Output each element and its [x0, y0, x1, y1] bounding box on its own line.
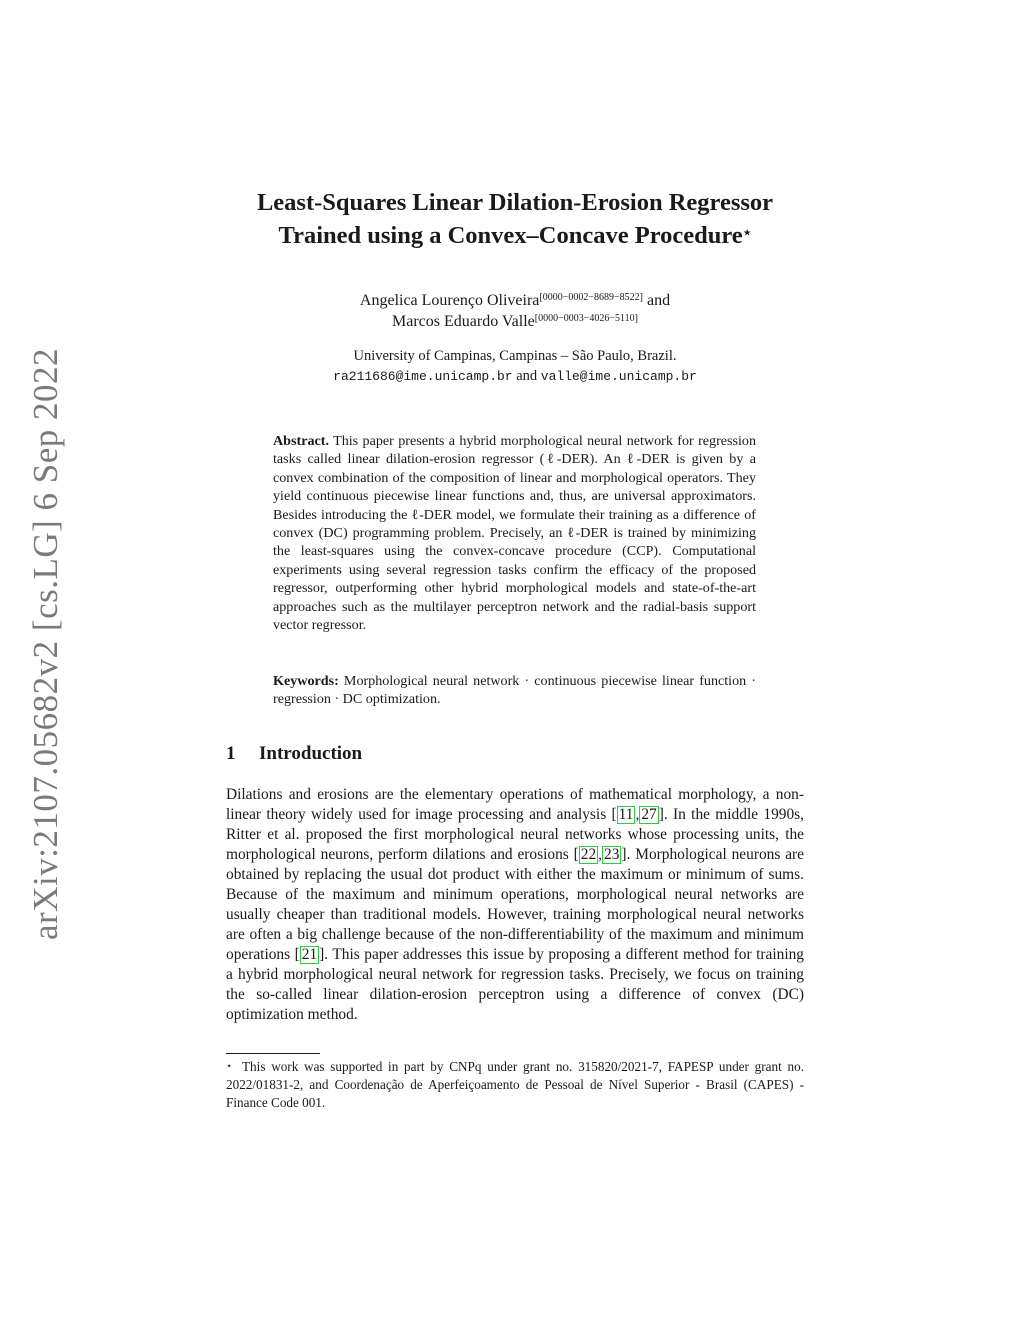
section-heading-introduction — [226, 742, 362, 766]
abstract-block — [273, 432, 756, 634]
author-orcid[interactable]: [0000−0002−8689−8522] — [539, 292, 643, 303]
citation-separator: , — [598, 846, 603, 863]
paper-title — [200, 186, 830, 252]
keywords-text: Morphological neural network · continuous piecewise linear function · regression · DC optimization. — [273, 673, 756, 708]
citation-link[interactable]: 11 — [618, 806, 634, 823]
title-footnote-marker[interactable]: ⋆ — [742, 226, 752, 241]
author-email[interactable]: ra211686@ime.unicamp.br — [333, 369, 513, 384]
keywords-block — [273, 672, 756, 709]
citation-link[interactable]: 21 — [301, 946, 318, 963]
footnote-rule — [226, 1053, 320, 1054]
author-orcid[interactable]: [0000−0003−4026−5110] — [534, 313, 638, 324]
citation-link[interactable]: 22 — [580, 846, 597, 863]
author-list — [215, 290, 815, 332]
author-name: Marcos Eduardo Valle — [392, 313, 535, 330]
affiliation-text: University of Campinas, Campinas – São Paulo, Brazil. — [353, 348, 677, 364]
intro-text: Dilations and erosions are the elementary operations of mathematical morphology, a non-linear theory widely used for image processing and analysis — [226, 786, 804, 823]
footnote-marker: ⋆ — [226, 1061, 233, 1072]
citation-separator: , — [635, 806, 640, 823]
keywords-label: Keywords: — [273, 673, 339, 689]
footnote-text: This work was supported in part by CNPq under grant no. 315820/2021-7, FAPESP under grant no. 2022/01831-2, and Coordenação de Aperfeiçoamento de Pessoal de Nível Superior - Brasil (CAPES) - Finance Code 001. — [226, 1059, 804, 1110]
introduction-paragraph: Dilations and erosions are the elementary operations of mathematical morphology, a non-linear theory widely used for image processing and analysis [ 11 , 27 ]. In the middle 1990s, Ritter et al. proposed the first morphological neural networks whose processing units, the morphological neurons, perform dilations and erosions [ 22 , 23 ]. Morphological neurons are obtained by replacing the usual dot product with either the maximum or minimum of sums. Because of the maximum and minimum operations, morphological neural networks are usually cheaper than traditional models. However, training morphological neural networks are often a big challenge because of the non-differentiability of the maximum and minimum operations [ 21 ]. This paper addresses this issue by proposing a different method for training a hybrid morphological neural network for regression tasks. Precisely, we focus on training the so-called linear dilation-erosion perceptron using a difference of convex (DC) optimization method. — [226, 786, 804, 1023]
intro-text: . Morphological neurons are obtained by replacing the usual dot product with either the maximum or minimum of sums. Because of the maximum and minimum operations, morphological neural networks are usually cheaper than traditional models. However, training morphological neural networks are often a big challenge because of the non-differentiability of the maximum and minimum operations — [226, 846, 804, 963]
title-line-1: Least-Squares Linear Dilation-Erosion Regressor — [256, 189, 774, 216]
section-title: Introduction — [259, 743, 363, 764]
intro-text: . This paper addresses this issue by proposing a different method for training a hybrid morphological neural network for regression tasks. Precisely, we focus on training the so-called linear dilation-erosion perceptron using a difference of convex (DC) optimization method. — [226, 946, 804, 1023]
citation-link[interactable]: 27 — [641, 806, 657, 823]
author-email[interactable]: valle@ime.unicamp.br — [540, 369, 697, 384]
section-number: 1 — [226, 743, 236, 764]
arxiv-identifier-stamp: arXiv:2107.05682v2 [cs.LG] 6 Sep 2022 — [26, 347, 65, 940]
citation-link[interactable]: 23 — [604, 846, 620, 863]
author-name: Angelica Lourenço Oliveira — [359, 292, 540, 309]
abstract-label: Abstract. — [273, 433, 329, 449]
author-conjunction: and — [646, 292, 671, 309]
abstract-text: This paper presents a hybrid morphological neural network for regression tasks called linear dilation-erosion regressor (ℓ-DER). An ℓ-DER is given by a convex combination of the composition of linear and morphological operators. They yield continuous piecewise linear functions and, thus, are universal approximators. Besides introducing the ℓ-DER model, we formulate their training as a difference of convex (DC) programming problem. Precisely, an ℓ-DER is trained by minimizing the least-squares using the convex-concave procedure (CCP). Computational experiments using several regression tasks confirm the efficacy of the proposed regressor, outperforming other hybrid morphological models and state-of-the-art approaches such as the multilayer perceptron network and the radial-basis support vector regressor. — [273, 433, 756, 634]
intro-text: . In the middle 1990s, Ritter et al. proposed the first morphological neural networks whose processing units, the morphological neurons, perform dilations and erosions — [226, 806, 804, 863]
title-line-2: Trained using a Convex–Concave Procedure — [278, 222, 743, 249]
email-conjunction: and — [516, 368, 538, 384]
affiliation-block — [215, 346, 815, 387]
funding-footnote — [226, 1058, 804, 1112]
